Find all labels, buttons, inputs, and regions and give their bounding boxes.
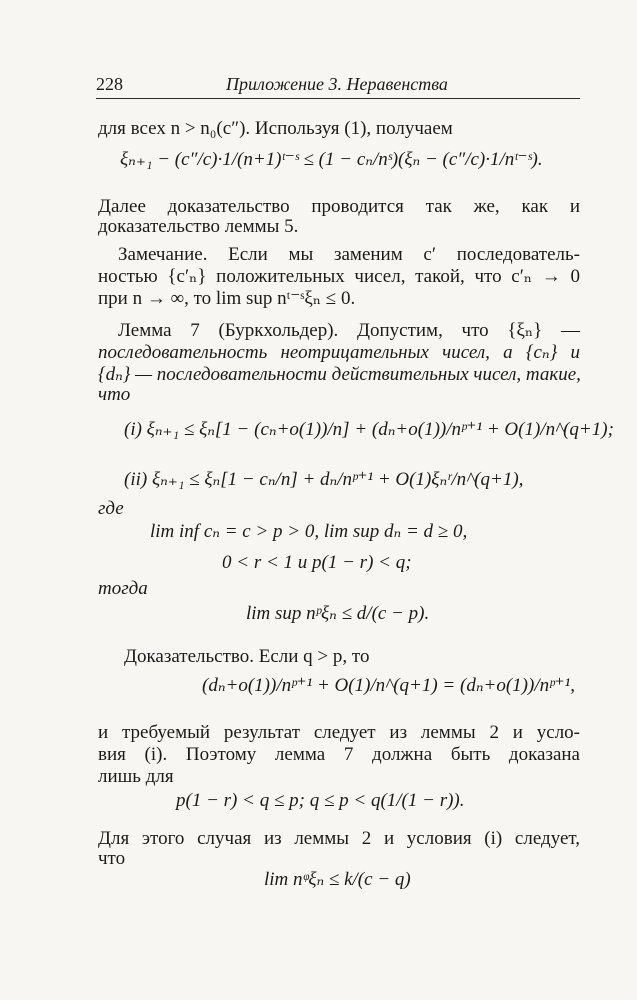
text-line-1: для всех n > n₀(c″). Используя (1), получаем [98,118,453,139]
lemma-line-2: последовательность неотрицательных чисел, а {cₙ} и [98,342,580,363]
formula-limits: lim inf cₙ = c > p > 0, lim sup dₙ = d ≥ 0, [150,521,468,542]
formula-equality: (dₙ+o(1))/nᵖ⁺¹ + O(1)/n^(q+1) = (dₙ+o(1))/nᵖ⁺¹, [202,675,575,696]
where-label: где [98,498,124,519]
formula-conditions: 0 < r < 1 и p(1 − r) < q; [222,552,412,573]
remark-line-3: при n → ∞, то lim sup nᵗ⁻ˢξₙ ≤ 0. [98,288,356,309]
text-line-3: доказательство леммы 5. [98,216,299,237]
running-title: Приложение 3. Неравенства [226,74,448,94]
condition-i: (i) ξₙ₊₁ ≤ ξₙ[1 − (cₙ+o(1))/n] + (dₙ+o(1))/nᵖ⁺¹ + O(1)/n^(q+1); [124,419,614,440]
formula-case: p(1 − r) < q ≤ p; q ≤ p < q(1/(1 − r)). [176,790,465,811]
formula-final: lim nᵠξₙ ≤ k/(c − q) [264,869,411,890]
page-header [96,74,580,99]
proof-line-6: что [98,848,126,869]
lemma-line-1: Лемма 7 (Буркхольдер). Допустим, что {ξₙ} — [118,320,580,341]
formula-conclusion: lim sup nᵖξₙ ≤ d/(c − p). [246,603,430,624]
remark-line-2: ностью {c′ₙ} положительных чисел, такой, что c′ₙ → 0 [98,266,580,287]
remark-line-1: Замечание. Если мы заменим c′ последователь- [118,244,580,265]
then-label: тогда [98,578,148,599]
text-line-2: Далее доказательство проводится так же, как и [98,196,580,217]
proof-line-5: Для этого случая из леммы 2 и условия (i) следует, [98,828,580,849]
condition-ii: (ii) ξₙ₊₁ ≤ ξₙ[1 − cₙ/n] + dₙ/nᵖ⁺¹ + O(1)ξₙʳ/n^(q+1), [124,469,524,490]
formula-1: ξₙ₊₁ − (c″/c)·1/(n+1)ᵗ⁻ˢ ≤ (1 − cₙ/nˢ)(ξₙ − (c″/c)·1/nᵗ⁻ˢ). [120,149,543,170]
proof-line-3: вия (i). Поэтому лемма 7 должна быть доказана [98,744,580,765]
lemma-line-3: {dₙ} — последовательности действительных чисел, такие, [98,364,581,385]
proof-line-1: Доказательство. Если q > p, то [124,646,370,667]
lemma-line-4: что [98,384,131,405]
proof-line-4: лишь для [98,766,174,787]
page-number: 228 [96,74,123,94]
proof-line-2: и требуемый результат следует из леммы 2 и усло- [98,722,580,743]
